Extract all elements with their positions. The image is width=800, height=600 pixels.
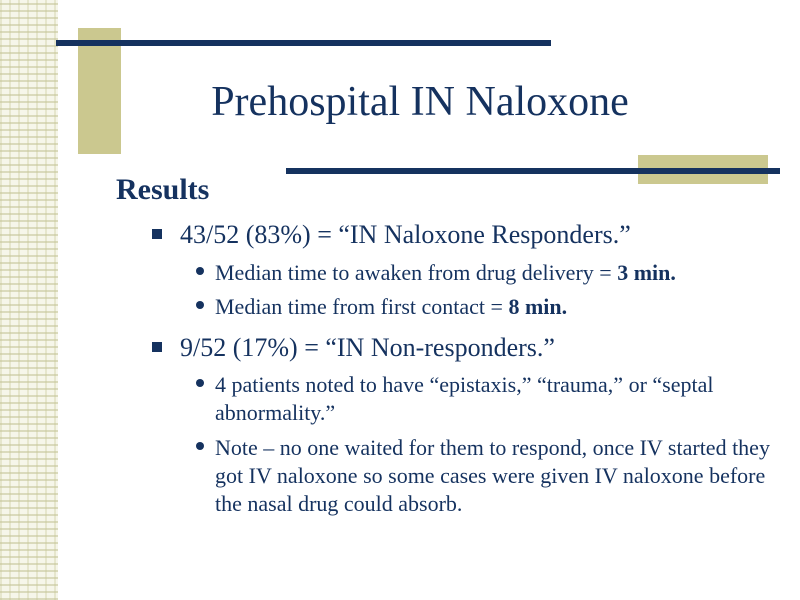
sub-item-emphasis: 8 min. [508,294,568,319]
sub-list-item-text: Note – no one waited for them to respond, once IV started they got IV naloxone so some cases were given IV naloxone before the nasal drug could absorb. [215,435,770,516]
sub-item-text: Median time to awaken from drug delivery = [215,260,618,285]
round-bullet-icon [196,379,204,387]
list-item-text: 43/52 (83%) = “IN Naloxone Responders.” [180,220,631,249]
square-bullet-icon [152,342,162,352]
sub-item-text: Median time from first contact = [215,294,509,319]
title-rule-bottom [286,168,780,174]
results-heading: Results [116,173,210,206]
list-item-text: 9/52 (17%) = “IN Non-responders.” [180,333,555,362]
round-bullet-icon [196,301,204,309]
sub-list-item-text [215,293,785,321]
square-bullet-icon [152,229,162,239]
sub-list-item-text [215,259,785,287]
slide-title: Prehospital IN Naloxone [211,79,629,125]
sub-item-emphasis: 3 min. [617,260,676,285]
sub-list-item-text: 4 patients noted to have “epistaxis,” “trauma,” or “septal abnormality.” [215,372,714,425]
round-bullet-icon [196,267,204,275]
title-rule-top [56,40,551,46]
left-texture-strip [0,0,58,600]
round-bullet-icon [196,442,204,450]
khaki-accent-block-top [78,28,121,154]
